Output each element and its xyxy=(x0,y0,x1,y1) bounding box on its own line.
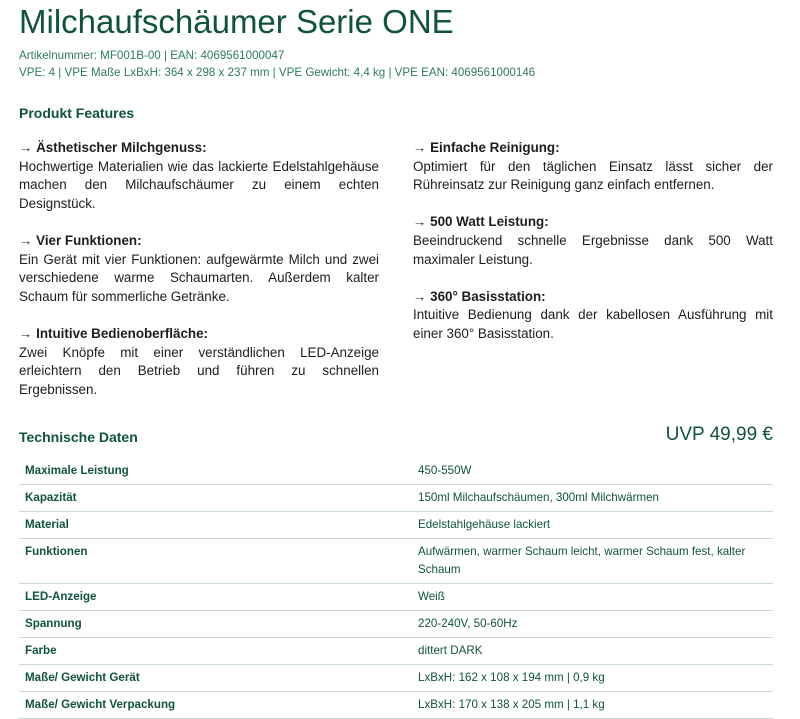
spec-label: Material xyxy=(19,512,411,539)
spec-label: Funktionen xyxy=(19,539,411,584)
feature-text: Hochwertige Materialien wie das lackierte Edelstahlgehäuse machen den Milchaufschäumer zu einem echten Designstück. xyxy=(19,158,379,211)
feature-title: Ästhetischer Milchgenuss: xyxy=(36,140,207,155)
features-left-column xyxy=(19,139,379,418)
arrow-right-icon: → xyxy=(19,140,33,155)
spec-value: 150ml Milchaufschäumen, 300ml Milchwärmen xyxy=(411,485,773,512)
feature-item xyxy=(413,213,773,269)
spec-label: Maße/ Gewicht Verpackung xyxy=(19,692,411,719)
arrow-right-icon: → xyxy=(19,232,33,248)
feature-text: Zwei Knöpfe mit einer verständlichen LED-Anzeige erleichtern den Betrieb und führen zu schnellen Ergebnissen. xyxy=(19,344,379,397)
spec-value: Weiß xyxy=(411,584,773,611)
spec-value: 220-240V, 50-60Hz xyxy=(411,611,773,638)
arrow-right-icon: → xyxy=(19,325,33,341)
feature-item xyxy=(19,325,379,399)
spec-label: Farbe xyxy=(19,638,411,665)
feature-text: Beeindruckend schnelle Ergebnisse dank 500 Watt maximaler Leistung. xyxy=(413,232,773,267)
feature-text: Ein Gerät mit vier Funktionen: aufgewärmte Milch und zwei verschiedene warme Schaumarten. Außerdem kalter Schaum für sommerliche Getränke. xyxy=(19,251,379,304)
spec-label: Maximale Leistung xyxy=(19,458,411,485)
table-row xyxy=(19,611,773,638)
feature-item xyxy=(413,288,773,344)
spec-label: Maße/ Gewicht Gerät xyxy=(19,665,411,692)
features-right-column xyxy=(413,139,773,362)
table-row xyxy=(19,485,773,512)
table-row xyxy=(19,584,773,611)
feature-text: Intuitive Bedienung dank der kabellosen Ausführung mit einer 360° Basisstation. xyxy=(413,307,773,341)
packaging-info-line: VPE: 4 | VPE Maße LxBxH: 364 x 298 x 237 mm | VPE Gewicht: 4,4 kg | VPE EAN: 4069561000146 xyxy=(19,66,536,79)
feature-title: Intuitive Bedienoberfläche: xyxy=(36,325,208,341)
feature-item xyxy=(19,232,379,306)
feature-title: Vier Funktionen: xyxy=(36,232,142,248)
features-heading: Produkt Features xyxy=(19,105,135,121)
feature-item xyxy=(413,139,773,195)
feature-item xyxy=(19,139,379,213)
spec-label: LED-Anzeige xyxy=(19,584,411,611)
price-label: UVP 49,99 € xyxy=(665,424,773,445)
table-row xyxy=(19,512,773,539)
feature-title: 500 Watt Leistung: xyxy=(430,214,549,230)
table-row xyxy=(19,458,773,485)
spec-value: Edelstahlgehäuse lackiert xyxy=(411,512,773,539)
table-row xyxy=(19,638,773,665)
spec-value: Aufwärmen, warmer Schaum leicht, warmer Schaum fest, kalter Schaum xyxy=(411,539,773,584)
table-row xyxy=(19,665,773,692)
technical-data-heading: Technische Daten xyxy=(19,429,138,445)
spec-value: 450-550W xyxy=(411,458,773,485)
spec-value: LxBxH: 170 x 138 x 205 mm | 1,1 kg xyxy=(411,692,773,719)
table-row xyxy=(19,539,773,584)
feature-title: 360° Basisstation: xyxy=(430,288,546,304)
product-title: Milchaufschäumer Serie ONE xyxy=(19,3,454,40)
feature-title: Einfache Reinigung: xyxy=(430,140,560,155)
arrow-right-icon: → xyxy=(413,214,427,230)
feature-text: Optimiert für den täglichen Einsatz lässt sicher der Rühreinsatz zur Reinigung ganz einfach entfernen. xyxy=(413,158,773,193)
table-row xyxy=(19,692,773,719)
spec-label: Kapazität xyxy=(19,485,411,512)
article-number-line: Artikelnummer: MF001B-00 | EAN: 4069561000047 xyxy=(19,49,285,62)
arrow-right-icon: → xyxy=(413,288,427,304)
specs-table xyxy=(19,458,773,719)
spec-value: dittert DARK xyxy=(411,638,773,665)
spec-value: LxBxH: 162 x 108 x 194 mm | 0,9 kg xyxy=(411,665,773,692)
spec-label: Spannung xyxy=(19,611,411,638)
arrow-right-icon: → xyxy=(413,140,427,155)
